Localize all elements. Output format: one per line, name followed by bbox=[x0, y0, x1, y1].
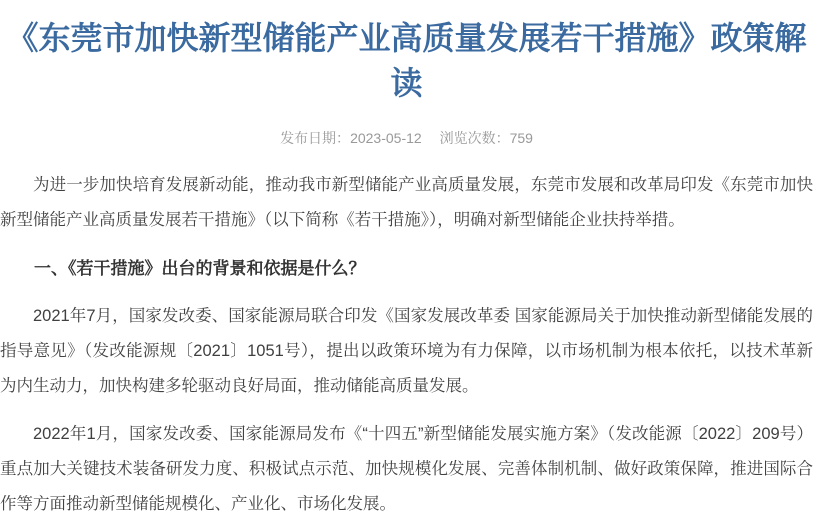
section-heading-background: 一、《若干措施》出台的背景和依据是什么？ bbox=[34, 259, 366, 278]
article-body bbox=[0, 168, 813, 522]
publish-date-value: 2023-05-12 bbox=[350, 130, 422, 146]
article-meta bbox=[0, 130, 813, 146]
view-count-label: 浏览次数： bbox=[439, 130, 510, 146]
paragraph-2022-policy: 2022年1月，国家发改委、国家能源局发布《“十四五”新型储能发展实施方案》（发改能源〔2022〕209号）重点加大关键技术装备研发力度、积极试点示范、加快规模化发展、完善体制机制、做好政策保障，推进国际合作等方面推动新型储能规模化、产业化、市场化发展。 bbox=[0, 425, 813, 513]
view-count-value: 759 bbox=[509, 130, 533, 146]
publish-date-label: 发布日期： bbox=[280, 130, 351, 146]
page-title: 《东莞市加快新型储能产业高质量发展若干措施》政策解读 bbox=[6, 20, 807, 101]
paragraph-2021-policy: 2021年7月，国家发改委、国家能源局联合印发《国家发展改革委 国家能源局关于加快推动新型储能发展的指导意见》（发改能源规〔2021〕1051号），提出以政策环境为有力保障，以市场机制为根本依托，以技术革新为内生动力，加快构建多轮驱动良好局面，推动储能高质量发展。 bbox=[0, 307, 813, 395]
intro-paragraph: 为进一步加快培育发展新动能，推动我市新型储能产业高质量发展，东莞市发展和改革局印发《东莞市加快新型储能产业高质量发展若干措施》（以下简称《若干措施》），明确对新型储能企业扶持举措。 bbox=[0, 176, 813, 229]
policy-article-page bbox=[0, 16, 813, 524]
